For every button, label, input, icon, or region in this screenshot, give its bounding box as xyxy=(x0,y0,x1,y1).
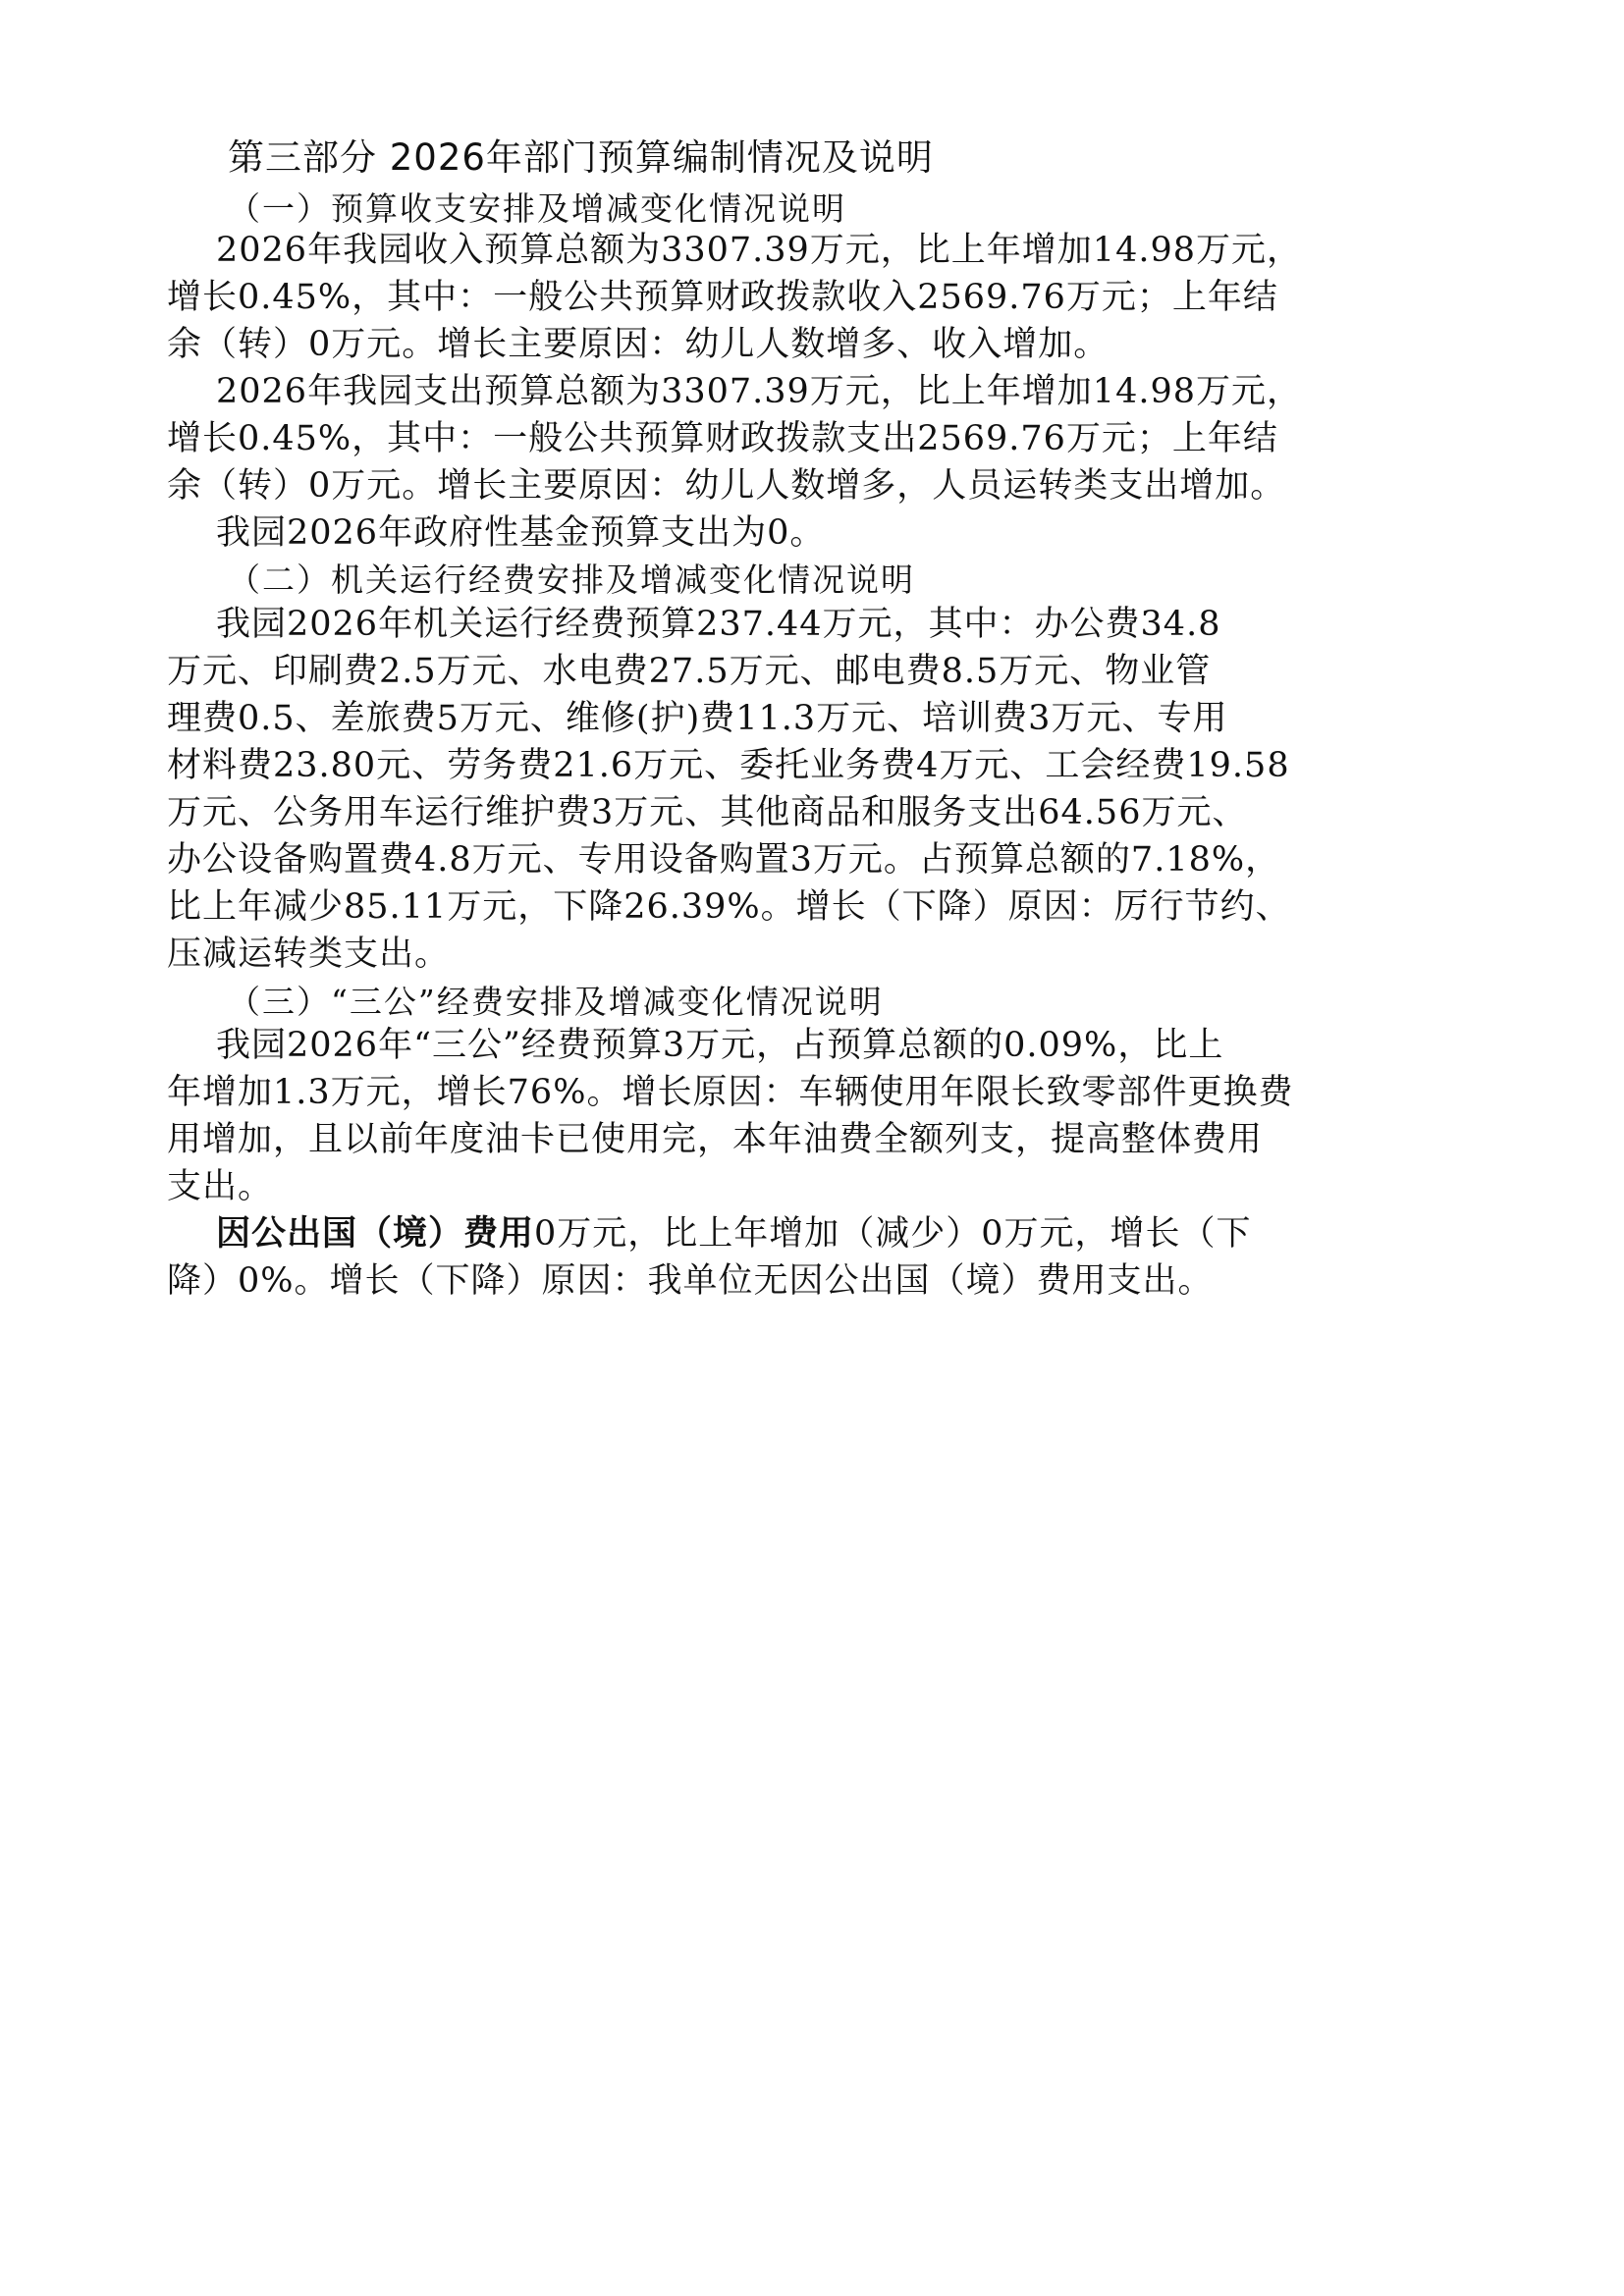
s3-p1-line-2: 年增加1.3万元，增长76%。增长原因：车辆使用年限长致零部件更换费 xyxy=(167,1073,1294,1112)
section-1-heading: （一）预算收支安排及增减变化情况说明 xyxy=(228,189,846,228)
s3-p1-line-1: 我园2026年“三公”经费预算3万元，占预算总额的0.09%，比上 xyxy=(216,1026,1224,1065)
s2-p1-line-8: 压减运转类支出。 xyxy=(167,934,451,974)
s1-p2-line-2: 增长0.45%，其中：一般公共预算财政拨款支出2569.76万元；上年结 xyxy=(167,419,1278,458)
s1-p2-line-3: 余（转）0万元。增长主要原因：幼儿人数增多，人员运转类支出增加。 xyxy=(167,466,1286,506)
s2-p1-line-6: 办公设备购置费4.8万元、专用设备购置3万元。占预算总额的7.18%， xyxy=(167,840,1281,880)
s2-p1-line-7: 比上年减少85.11万元，下降26.39%。增长（下降）原因：厉行节约、 xyxy=(167,887,1291,927)
s3-p2-rest: 0万元，比上年增加（减少）0万元，增长（下 xyxy=(534,1214,1252,1254)
s3-p2-line-2: 降）0%。增长（下降）原因：我单位无因公出国（境）费用支出。 xyxy=(167,1261,1214,1301)
s2-p1-line-1: 我园2026年机关运行经费预算237.44万元，其中：办公费34.8 xyxy=(216,605,1221,644)
s3-p2-line-1 xyxy=(216,1209,1252,1258)
section-2-heading: （二）机关运行经费安排及增减变化情况说明 xyxy=(228,561,915,599)
s3-p2-bold-lead: 因公出国（境）费用 xyxy=(216,1214,535,1254)
s2-p1-line-4: 材料费23.80元、劳务费21.6万元、委托业务费4万元、工会经费19.58 xyxy=(167,746,1290,785)
s1-p1-line-2: 增长0.45%，其中：一般公共预算财政拨款收入2569.76万元；上年结 xyxy=(167,278,1278,317)
s2-p1-line-3: 理费0.5、差旅费5万元、维修(护)费11.3万元、培训费3万元、专用 xyxy=(167,699,1228,738)
s3-p1-line-4: 支出。 xyxy=(167,1167,274,1206)
s3-p1-line-3: 用增加，且以前年度油卡已使用完，本年油费全额列支，提高整体费用 xyxy=(167,1120,1264,1159)
s1-p1-line-1: 2026年我园收入预算总额为3307.39万元，比上年增加14.98万元， xyxy=(216,231,1303,270)
s2-p1-line-2: 万元、印刷费2.5万元、水电费27.5万元、邮电费8.5万元、物业管 xyxy=(167,652,1212,691)
s1-p1-line-3: 余（转）0万元。增长主要原因：幼儿人数增多、收入增加。 xyxy=(167,325,1110,364)
section-3-heading: （三）“三公”经费安排及增减变化情况说明 xyxy=(228,983,884,1021)
s1-p2-line-1: 2026年我园支出预算总额为3307.39万元，比上年增加14.98万元， xyxy=(216,372,1303,411)
page-title: 第三部分 2026年部门预算编制情况及说明 xyxy=(228,136,934,179)
s1-p3-line-1: 我园2026年政府性基金预算支出为0。 xyxy=(216,513,826,553)
s2-p1-line-5: 万元、公务用车运行维护费3万元、其他商品和服务支出64.56万元、 xyxy=(167,793,1248,832)
